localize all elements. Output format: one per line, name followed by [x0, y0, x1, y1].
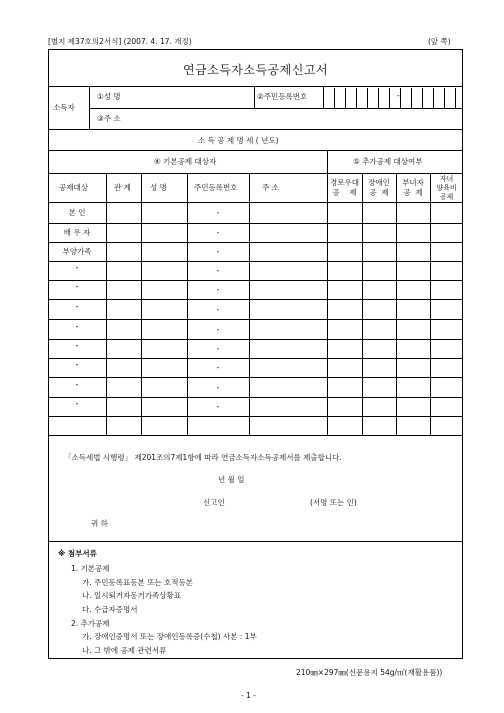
row-label: ″ [75, 325, 79, 334]
row-label: 배 우 자 [63, 228, 91, 237]
col-rrn: 주민등록번호 [194, 183, 238, 192]
col-name: 성 명 [150, 183, 167, 192]
detail-title: 소 득 공 제 명 세 ( 년도) [198, 136, 279, 145]
row-label: ″ [75, 266, 79, 275]
recipient-label: 귀 하 [91, 519, 108, 528]
address-label: ③주 소 [97, 114, 121, 123]
rrn-label: ②주민등록번호 [257, 92, 308, 101]
declaration-text: 「소득세법 시행령」 제201조의7제1항에 따라 연금소득자소득공제서를 제출합니다. [64, 453, 342, 462]
name-label: ①성 명 [97, 92, 121, 101]
basic-deduction-header: ④ 기본공제 대상자 [154, 157, 217, 166]
form-title: 연금소득자소득공제신고서 [182, 63, 329, 77]
col-relation: 관 계 [114, 183, 131, 192]
signature-label: (서명 또는 인) [310, 498, 357, 507]
attachment-item: 다. 수급자증명서 [82, 605, 138, 614]
row-label: ″ [75, 344, 79, 353]
paper-spec: 210㎜×297㎜(신문용지 54g/㎡(재활용품)) [296, 668, 443, 677]
col-elderly: 경로우대 공 제 [330, 178, 359, 197]
col-disabled: 장애인 공 제 [368, 178, 390, 197]
attachment-item: 1. 기본공제 [71, 564, 110, 573]
row-rrn-dash: - [216, 344, 220, 353]
attachment-item: 나. 일시퇴거자동거가족상황표 [82, 591, 181, 600]
row-rrn-dash: - [216, 305, 220, 314]
col-female: 부녀자 공 제 [402, 178, 424, 197]
row-rrn-dash: - [216, 266, 220, 275]
row-rrn-dash: - [216, 383, 220, 392]
date-line: 년 월 일 [218, 475, 245, 484]
row-rrn-dash: - [216, 228, 220, 237]
earner-label: 소득자 [53, 103, 75, 112]
row-rrn-dash: - [216, 285, 220, 294]
row-rrn-dash: - [216, 402, 220, 411]
row-label: ″ [75, 402, 79, 411]
col-address: 주 소 [262, 183, 279, 192]
row-label: ″ [75, 363, 79, 372]
row-rrn-dash: - [216, 363, 220, 372]
row-label: ″ [75, 383, 79, 392]
attachment-item: 나. 그 밖에 공제 관련서류 [82, 646, 167, 655]
attachment-item: 가. 주민등록표등본 또는 호적등본 [82, 578, 193, 587]
extra-deduction-header: ⑤ 추가공제 대상여부 [353, 157, 423, 166]
attachment-item: 가. 장애인증명서 또는 장애인등록증(수첩) 사본 : 1부 [82, 632, 257, 641]
col-child: 자녀 양육비 공제 [436, 175, 457, 201]
form-reference: [별지 제37호의2서식] (2007. 4. 17. 개정) [48, 37, 192, 46]
row-label: 부양가족 [62, 247, 92, 256]
col-deduction-target: 공제대상 [59, 183, 88, 192]
row-rrn-dash: - [216, 325, 220, 334]
attachments-title: ※ 첨부서류 [58, 549, 97, 558]
rrn-dash: - [397, 91, 400, 100]
row-label: 본 인 [68, 208, 86, 217]
page-side-label: (앞 쪽) [428, 37, 451, 46]
row-rrn-dash: - [216, 208, 220, 217]
attachment-item: 2. 추가공제 [71, 619, 110, 628]
applicant-label: 신고인 [203, 498, 225, 507]
row-label: ″ [75, 305, 79, 314]
page-number: - 1 - [241, 691, 256, 700]
row-label: ″ [75, 285, 79, 294]
row-rrn-dash: - [216, 247, 220, 256]
